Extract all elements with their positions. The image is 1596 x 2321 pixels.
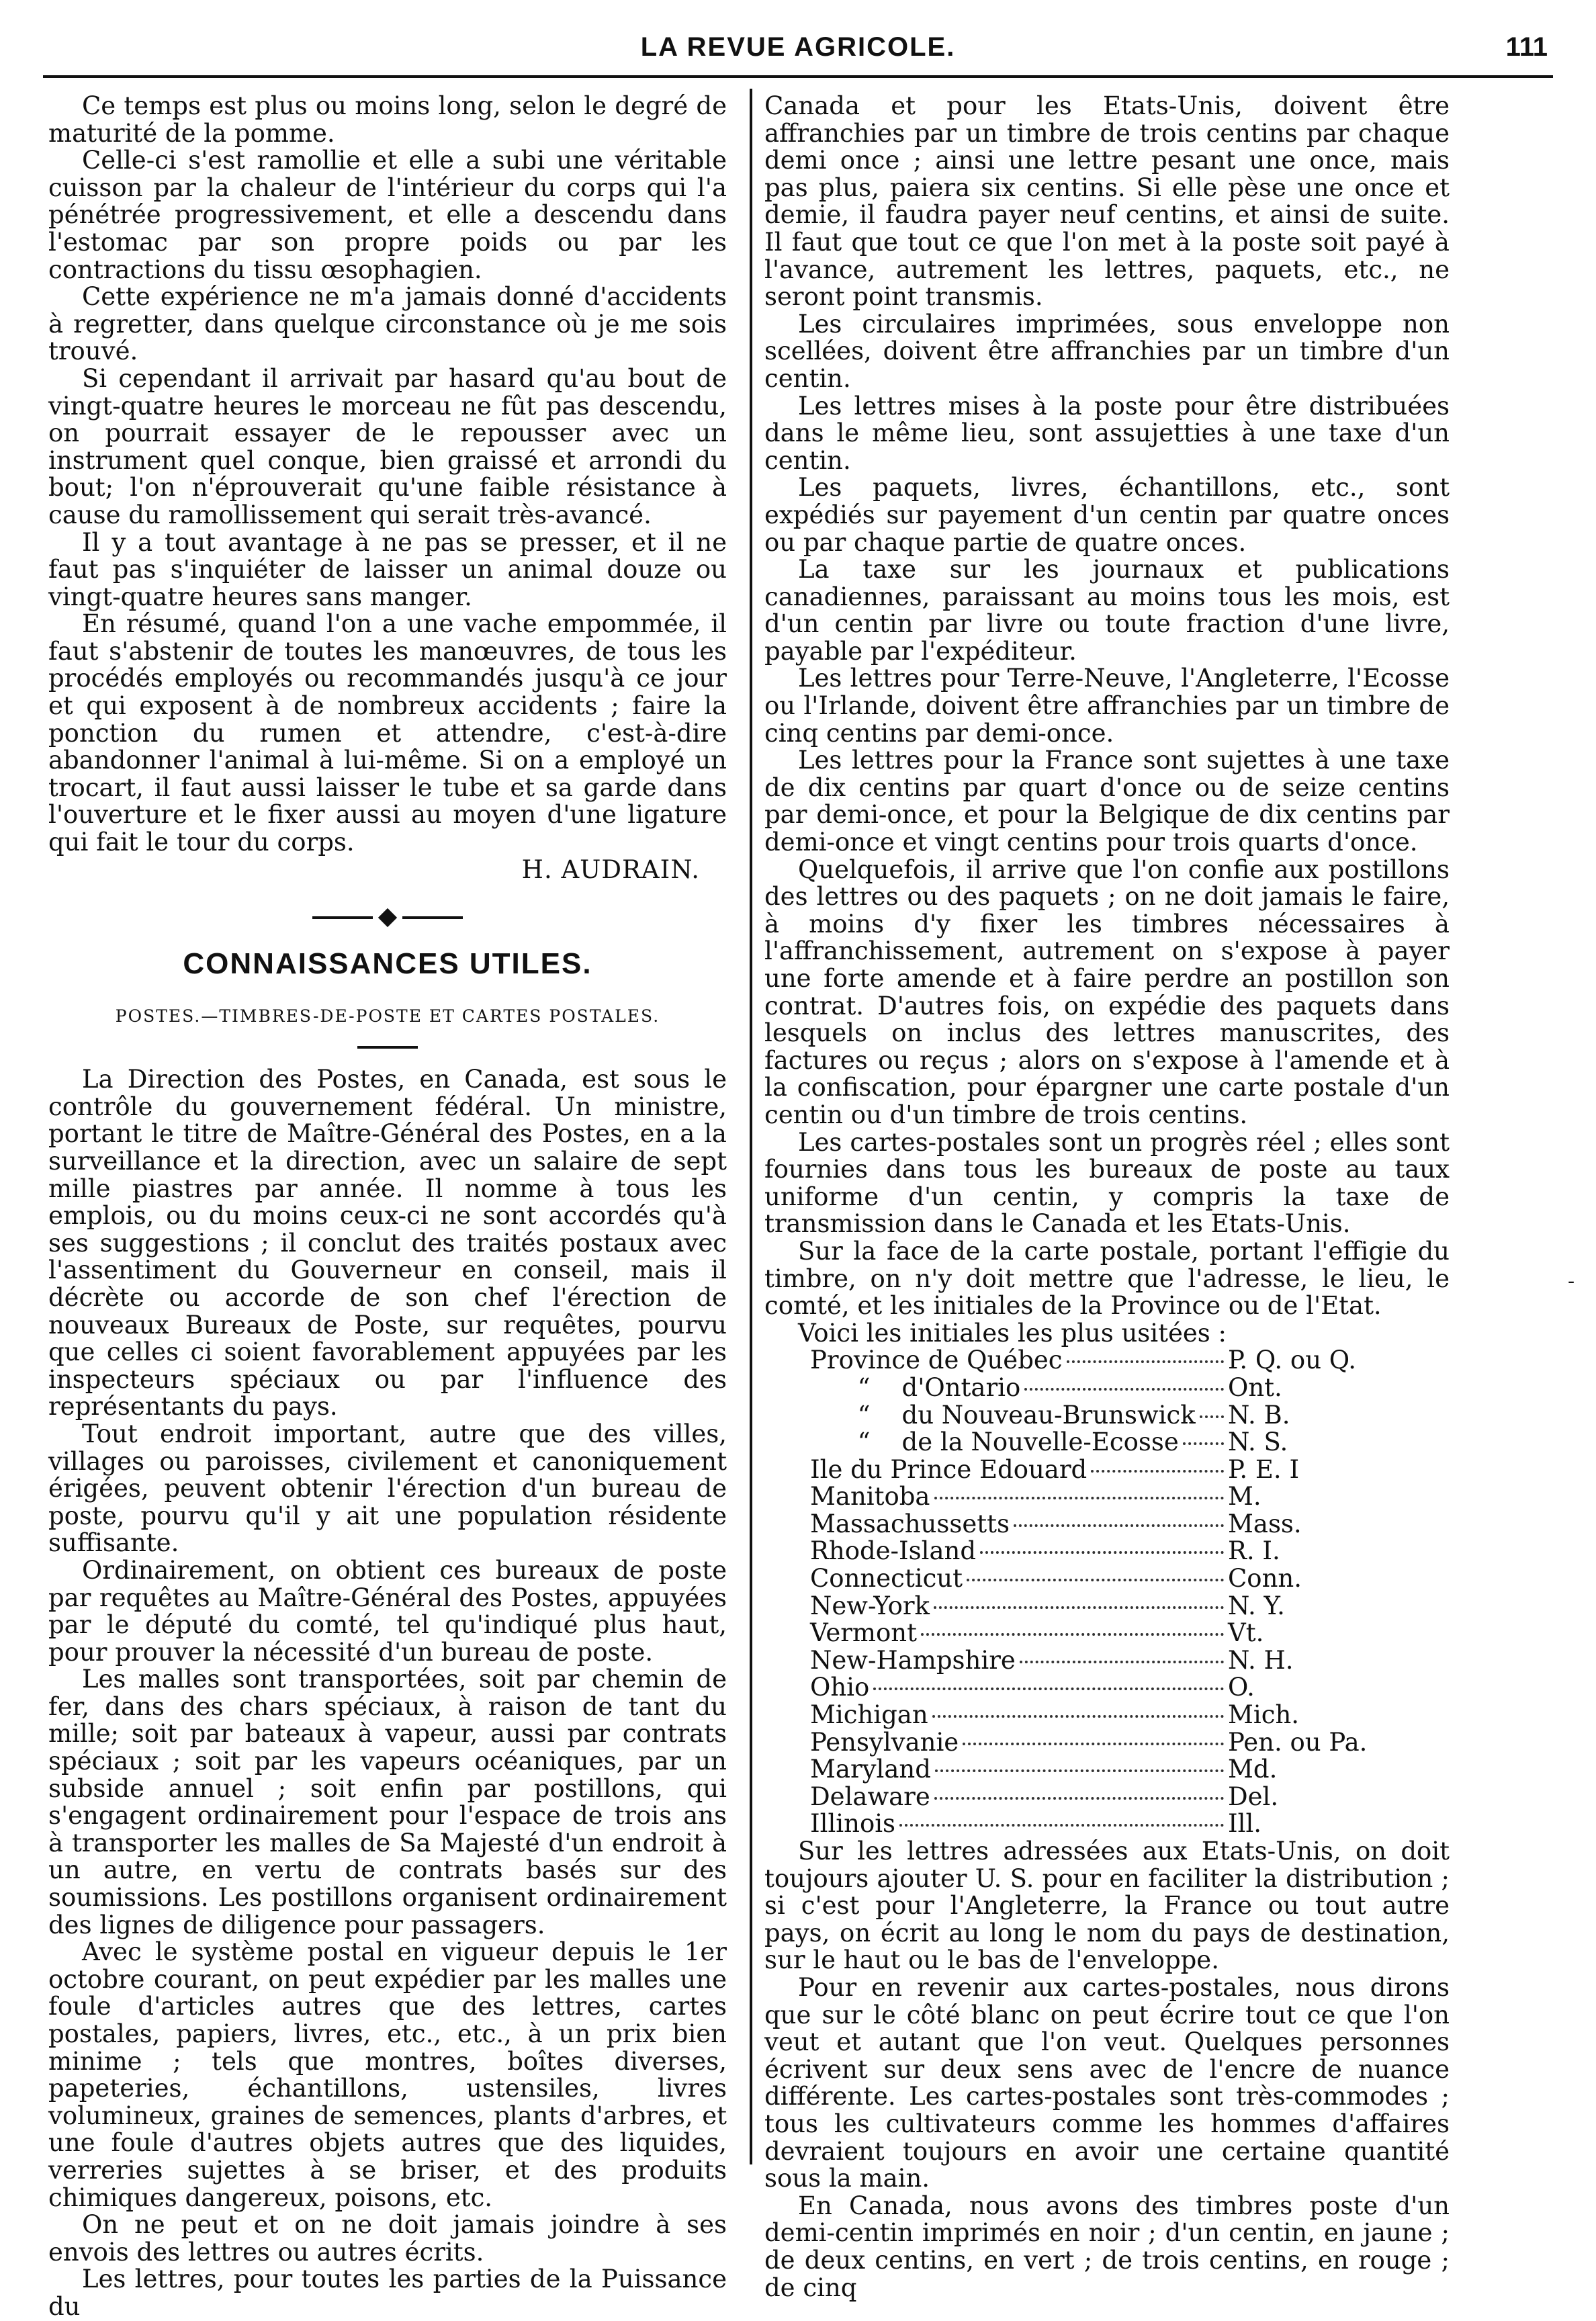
abbreviation-row <box>810 1456 1374 1484</box>
abbreviation-code: Mich. <box>1228 1700 1300 1730</box>
abbreviation-code: M. <box>1228 1482 1261 1512</box>
abbreviation-code: N. H. <box>1228 1645 1294 1675</box>
abbreviation-row <box>810 1647 1374 1675</box>
paragraph: En Canada, nous avons des timbres poste d'un demi-centin imprimés en noir ; d'un centin, en jaune ; de deux centins, en vert ; de trois centins, en rouge ; de cinq <box>764 2191 1450 2302</box>
abbreviation-row <box>810 1810 1374 1838</box>
paragraph: La Direction des Postes, en Canada, est sous le contrôle du gouvernement fédéral. Un ministre, portant le titre de Maître-Général des Postes, en a la surveillance et la direction, avec un salaire de sept mille piastres par année. Il nomme à tous les emplois, ou du moins ceux-ci ne sont accordés qu'à ses suggestions ; il conclut des traités postaux avec l'assentiment du Gouverneur en conseil, mais il décrète ou accorde de son chef l'érection de nouveaux Bureaux de Poste, sur requêtes, pourvu que celles ci soient favorablement appuyées par les inspecteurs spéciaux ou par l'influence des représentants du pays. <box>48 1065 727 1421</box>
abbreviation-row <box>810 1593 1374 1620</box>
abbreviation-code: Ill. <box>1228 1809 1262 1839</box>
dot-leader <box>1020 1661 1224 1663</box>
dot-leader <box>967 1579 1224 1581</box>
abbreviation-place: New-Hampshire <box>810 1645 1016 1675</box>
paragraph: Pour en revenir aux cartes-postales, nous dirons que sur le côté blanc on peut écrire tout ce que l'on veut et autant que l'on veut. Quelques personnes écrivent sur deux sens avec de l'encre de nuance différente. Les cartes-postales sont très-commodes ; tous les cultivateurs comme les hommes d'affaires devraient toujours en avoir une certaine quantité sous la main. <box>764 1972 1450 2193</box>
left-column <box>48 93 727 2321</box>
abbreviation-row <box>810 1483 1374 1511</box>
abbreviation-code: Conn. <box>1228 1564 1302 1593</box>
abbreviation-table <box>810 1347 1374 1838</box>
page-number: 111 <box>1505 32 1548 62</box>
abbreviation-code: Del. <box>1228 1782 1279 1811</box>
abbreviation-row <box>810 1674 1374 1702</box>
dot-leader <box>935 1769 1224 1772</box>
paragraph: Celle-ci s'est ramollie et elle a subi une véritable cuisson par la chaleur de l'intérieur du corps qui l'a pénétrée progressivement, et elle a descendu dans l'estomac par son propre poids ou par les contractions du tissu œsophagien. <box>48 146 727 284</box>
dot-leader <box>1014 1524 1224 1527</box>
abbreviation-code: O. <box>1228 1673 1255 1702</box>
abbreviation-row <box>810 1565 1374 1593</box>
paragraph: Quelquefois, il arrive que l'on confie aux postillons des lettres ou des paquets ; on ne doit jamais le faire, à moins d'y fixer les timbres nécessaires à l'affranchissement, autrement on s'expose à payer une forte amende et à faire perdre an postillon son contrat. D'autres fois, on expédie des paquets dans lesquels on inclus des lettres manuscrites, des factures ou reçus ; alors on s'expose à l'amende et à la confiscation, pour épargner une carte postale d'un centin ou d'un timbre de trois centins. <box>764 855 1450 1129</box>
abbreviation-place: New-York <box>810 1591 930 1620</box>
paragraph: Ce temps est plus ou moins long, selon le degré de maturité de la pomme. <box>48 91 727 148</box>
dot-leader <box>1091 1470 1224 1473</box>
page-header <box>43 27 1553 78</box>
abbreviation-row <box>810 1784 1374 1811</box>
abbreviation-place: Manitoba <box>810 1482 930 1512</box>
abbreviation-place: “ d'Ontario <box>810 1372 1021 1402</box>
abbreviation-row <box>810 1374 1374 1402</box>
margin-mark: - <box>1568 1270 1575 1293</box>
abbreviation-place: “ du Nouveau-Brunswick <box>810 1400 1196 1430</box>
abbreviation-row <box>810 1702 1374 1729</box>
paragraph: Sur la face de la carte postale, portant l'effigie du timbre, on n'y doit mettre que l'adresse, le lieu, le comté, et les initiales de la Province ou de l'Etat. <box>764 1236 1450 1321</box>
paragraph: Les malles sont transportées, soit par chemin de fer, dans des chars spéciaux, à raison de tant du mille; soit par bateaux à vapeur, aussi par contrats spéciaux ; soit par les vapeurs océaniques, par un subside annuel ; soit enfin par postillons, qui s'engagent ordinairement pour l'espace de trois ans à transporter les malles de Sa Majesté d'un endroit à un autre, en vertu de contrats basés sur des soumissions. Les postillons organisent ordinairement des lignes de diligence pour passagers. <box>48 1665 727 1939</box>
abbreviation-place: Delaware <box>810 1782 930 1811</box>
paragraph: Sur les lettres adressées aux Etats-Unis, on doit toujours ajouter U. S. pour en faciliter la distribution ; si c'est pour l'Angleterre, la France ou tout autre pays, on écrit au long le nom du pays de destination, sur le haut ou le bas de l'enveloppe. <box>764 1837 1450 1975</box>
abbreviation-place: Michigan <box>810 1700 928 1730</box>
paragraph: Les lettres pour Terre-Neuve, l'Angleterre, l'Ecosse ou l'Irlande, doivent être affranchies par un timbre de cinq centins par demi-once. <box>764 664 1450 748</box>
abbreviation-place: Ile du Prince Edouard <box>810 1454 1088 1484</box>
abbreviation-row <box>810 1538 1374 1565</box>
paragraph: On ne peut et on ne doit jamais joindre à ses envois des lettres ou autres écrits. <box>48 2210 727 2267</box>
paragraph: La taxe sur les journaux et publications canadiennes, paraissant au moins tous les mois, est d'un centin par livre ou toute fraction d'une livre, payable par l'expéditeur. <box>764 555 1450 666</box>
paragraph: Cette expérience ne m'a jamais donné d'accidents à regretter, dans quelque circonstance où je me sois trouvé. <box>48 282 727 366</box>
abbreviation-row <box>810 1729 1374 1757</box>
dot-leader <box>1067 1360 1224 1363</box>
paragraph: Les lettres mises à la poste pour être distribuées dans le même lieu, sont assujetties à une taxe d'un centin. <box>764 391 1450 475</box>
abbreviation-code: P. E. I <box>1228 1454 1300 1484</box>
paragraph: Les paquets, livres, échantillons, etc., sont expédiés sur payement d'un centin par quatre onces ou par chaque partie de quatre onces. <box>764 473 1450 557</box>
dot-leader <box>873 1688 1224 1690</box>
dot-leader <box>899 1824 1224 1827</box>
paragraph: Les lettres, pour toutes les parties de la Puissance du <box>48 2265 727 2321</box>
author-signature: H. AUDRAIN. <box>521 855 700 884</box>
paragraph: Il y a tout avantage à ne pas se presser, et il ne faut pas s'inquiéter de laisser un animal douze ou vingt-quatre heures sans manger. <box>48 527 727 611</box>
abbreviation-code: N. B. <box>1228 1400 1290 1430</box>
abbreviation-place: Vermont <box>810 1618 917 1648</box>
paragraph: Avec le système postal en vigueur depuis le 1er octobre courant, on peut expédier par les malles une foule d'articles autres que des lettres, cartes postales, papiers, livres, etc., etc., à un prix bien minime ; tels que montres, boîtes diverses, papeteries, échantillons, ustensiles, livres volumineux, graines de semences, plants d'arbres, et une foule d'autres objets autres que des liquides, verreries sujettes à se briser, et des produits chimiques dangereux, poisons, etc. <box>48 1937 727 2212</box>
running-title: LA REVUE AGRICOLE. <box>640 32 956 62</box>
abbreviation-code: Ont. <box>1228 1372 1282 1402</box>
dot-leader <box>1200 1415 1224 1418</box>
abbreviation-code: N. S. <box>1228 1428 1288 1457</box>
abbreviation-place: Rhode-Island <box>810 1536 977 1566</box>
paragraph: Les cartes-postales sont un progrès réel ; elles sont fournies dans tous les bureaux de poste au taux uniforme d'un centin, y compris la taxe de transmission dans le Canada et les Etats-Unis. <box>764 1127 1450 1239</box>
abbreviation-code: P. Q. ou Q. <box>1228 1346 1357 1375</box>
paragraph: Les circulaires imprimées, sous enveloppe non scellées, doivent être affranchies par un timbre d'un centin. <box>764 309 1450 393</box>
dot-leader <box>934 1797 1224 1800</box>
abbreviation-row <box>810 1756 1374 1784</box>
abbreviation-row <box>810 1620 1374 1647</box>
paragraph: Voici les initiales les plus usitées : <box>797 1318 1227 1348</box>
abbreviation-code: N. Y. <box>1228 1591 1285 1620</box>
abbreviation-row <box>810 1511 1374 1538</box>
section-ornament <box>48 901 727 934</box>
abbreviation-place: Maryland <box>810 1755 931 1784</box>
paragraph: Ordinairement, on obtient ces bureaux de poste par requêtes au Maître-Général des Postes, appuyées par le député du comté, tel qu'indiqué plus haut, pour prouver la nécessité d'un bureau de poste. <box>48 1555 727 1667</box>
dot-leader <box>934 1497 1225 1499</box>
dot-leader <box>980 1551 1224 1554</box>
dot-leader <box>932 1715 1224 1718</box>
paragraph: En résumé, quand l'on a une vache empommée, il faut s'abstenir de toutes les manœuvres, de tous les procédés employés ou recommandés jusqu'à ce jour et qui exposent à de nombreux accidents ; faire la ponction du rumen et attendre, c'est-à-dire abandonner l'animal à lui-même. Si on a employé un trocart, il faut aussi laisser le tube et sa garde dans l'ouverture et le fixer aussi au moyen d'une ligature qui fait le tour du corps. <box>48 609 727 857</box>
abbreviation-code: Vt. <box>1228 1618 1264 1648</box>
abbreviation-code: R. I. <box>1228 1536 1280 1566</box>
abbreviation-place: “ de la Nouvelle-Ecosse <box>810 1428 1179 1457</box>
dot-leader <box>1183 1442 1224 1445</box>
abbreviation-place: Illinois <box>810 1809 896 1839</box>
abbreviation-place: Pensylvanie <box>810 1727 959 1757</box>
paragraph: Si cependant il arrivait par hasard qu'au bout de vingt-quatre heures le morceau ne fût pas descendu, on pourrait essayer de le repousser avec un instrument quel conque, bien graissé et arrondi du bout; l'on n'éprouverait qu'une faible résistance à cause du ramollissement qui serait très-avancé. <box>48 363 727 529</box>
dot-leader <box>921 1633 1224 1636</box>
column-divider <box>750 89 752 2164</box>
paragraph: Les lettres pour la France sont sujettes à une taxe de dix centins par quart d'once ou de seize centins par demi-once, et pour la Belgique de dix centins par demi-once et vingt centins pour trois quarts d'once. <box>764 746 1450 857</box>
dot-leader <box>963 1743 1224 1745</box>
section-subtitle: POSTES.—TIMBRES-DE-POSTE ET CARTES POSTALES. <box>115 1006 660 1026</box>
dot-leader <box>1024 1388 1224 1391</box>
abbreviation-row <box>810 1347 1374 1374</box>
abbreviation-place: Connecticut <box>810 1564 963 1593</box>
abbreviation-code: Pen. ou Pa. <box>1228 1727 1368 1757</box>
dot-leader <box>934 1606 1224 1609</box>
paragraph: Tout endroit important, autre que des villes, villages ou paroisses, civilement et canoniquement érigées, peuvent obtenir l'érection d'un bureau de poste, pourvu qu'il y ait une population résidente suffisante. <box>48 1419 727 1558</box>
abbreviation-row <box>810 1402 1374 1430</box>
abbreviation-code: Mass. <box>1228 1509 1302 1538</box>
right-column <box>764 93 1450 2302</box>
abbreviation-place: Ohio <box>810 1673 870 1702</box>
paragraph: Canada et pour les Etats-Unis, doivent être affranchies par un timbre de trois centins par chaque demi once ; ainsi une lettre pesant une once, mais pas plus, paiera six centins. Si elle pèse une once et demie, il faudra payer neuf centins, et ainsi de suite. Il faut que tout ce que l'on met à la poste soit payé à l'avance, autrement les lettres, paquets, etc., ne seront point transmis. <box>764 91 1450 312</box>
section-title: CONNAISSANCES UTILES. <box>183 947 592 981</box>
abbreviation-place: Massachussetts <box>810 1509 1010 1538</box>
subtitle-rule <box>357 1046 418 1049</box>
abbreviation-code: Md. <box>1228 1755 1278 1784</box>
abbreviation-row <box>810 1429 1374 1456</box>
abbreviation-place: Province de Québec <box>810 1346 1063 1375</box>
